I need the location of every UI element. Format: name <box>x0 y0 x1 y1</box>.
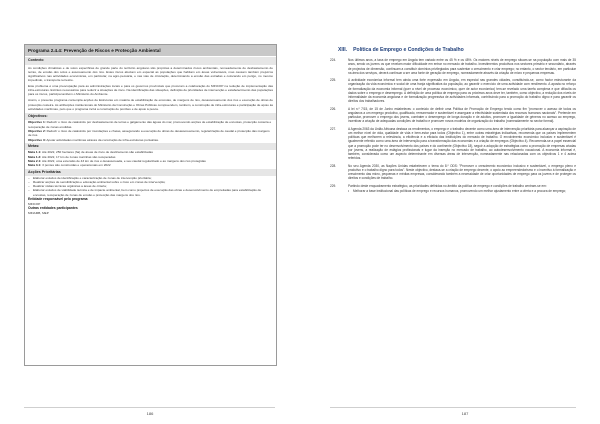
goal-label: Meta 2.1: <box>28 158 42 163</box>
section-title <box>338 47 464 53</box>
paragraph <box>330 107 576 124</box>
bullet-item: • Melhorar a base institucional das políticas de emprego e recursos humanos, promovendo um melhor ajustamento entre a oferta e a procura de emprego; <box>348 189 576 193</box>
paragraph-number: 229. <box>330 183 337 188</box>
page-number: 187 <box>461 411 469 416</box>
objectives-heading: Objectivos: <box>25 113 276 121</box>
section-title-text: Política de Emprego e Condições de Trabalho <box>353 47 464 53</box>
goal-label: Meta 3.1: <box>28 163 42 168</box>
goal-label: Meta 1.1: <box>28 150 42 155</box>
paragraph <box>330 78 576 104</box>
paragraph-text: A lei n.º 7/15, de 15 de Junho estabeleceu o conteúdo de definir uma Política de Promoção de Emprego tendo como fim "promover o acesso de todos os angolanos a um emprego produtivo, qualificado, remunerador e sustentável e assegurar a efectividade sustentada dos recursos humanos nacionais". Pretende em particular, promover o emprego dos jovens, combater o desemprego de longa duração e de adultos, promover a igualdade de géneros no acesso ao emprego, incentivar a criação de adequadas condições de trabalho e promover novos modelos de organização do trabalho (nomeadamente no sector formal). <box>348 106 576 124</box>
goal-text: Até 2022, uma extensão de 43 km de rios é desassoreada, e seu caudal regularizado e as margens dos rios protegidas <box>41 158 206 163</box>
page-number: 186 <box>146 411 154 416</box>
objective-text: Apoiar actividades marítimas através da construção de infra-estruturas portuárias. <box>46 137 159 142</box>
section-number: XIII. <box>338 47 348 53</box>
paragraph-text: Partindo deste enquadramento estratégico, as prioridades definidas no âmbito da política de emprego e condições de trabalho centram-se em: <box>348 183 547 188</box>
participants-value: MINAMB, MEP <box>28 210 49 215</box>
participants-heading: Outras entidades participantes <box>28 206 78 211</box>
objective-label: Objectivo 1: <box>28 120 46 125</box>
footer-divider <box>24 407 275 408</box>
objective-item <box>25 138 276 142</box>
goal-text: 3 pontes são construídas e operacionais em 2022 <box>42 163 111 168</box>
objective-item <box>25 129 276 138</box>
action-item: – Realizar acções de sensibilização e educação ambiental sobre o risco em zonas de intervenção; <box>25 180 276 184</box>
paragraph-number: 227. <box>330 126 337 131</box>
actions-heading: Acções Prioritárias <box>25 169 276 177</box>
program-box <box>24 44 277 366</box>
paragraph-text: A Agenda 2063 da União Africana destaca os rendimentos, o emprego e o trabalho decente como uma área de intervenção prioritária para alcançar a aspiração de um melhor nível de vida, qualidade de vida e bem-estar para todos (Objectivo 1), entre outras estratégias indicativas, recomenda que os países implementem políticas que melhorem a relevância, a eficiência e a eficácia das instituições do mercado de trabalho. O envolvimento económico inclusivo e sustentável é igualmente referido como uma área de intervenção para a transformação das economias e a criação de empregos (Objectivo 4). Recomenda-se a papel essencial que a promoção pode ter no desenvolvimento dos países e do continente (Objectivo 18), seguir a adopção de estratégias como a promoção de empresas criadas por jovens, a realização de estágios profissionais e lugar da inserção no mercado de trabalho, ao autodesenvolvimento vocacional. A economia informal é, também, considerada como um aspecto determinante em diversas áreas de intervenção, nomeadamente nas relacionadas com os objectivos 1 e 4 acima referidos. <box>348 126 576 161</box>
paragraph-text: No seu Agenda 2030, as Nações Unidas estabelecem o tema do 8.º ODS: "Promover o crescimento económico inclusivo e sustentável, o emprego pleno e produtivo e o trabalho digno para todos". Neste objectivo, destaca-se a criação de emprego decente, o apoio ao empreendedorismo e o incentivo à formalização e crescimento das micro, pequenas e médias empresas, considerando também a necessidade de criar oportunidades de emprego para os jovens e de proteger os direitos e condições de trabalho. <box>348 163 576 181</box>
paragraph <box>330 58 576 75</box>
paragraph <box>330 164 576 181</box>
paragraph-text: Nos últimos anos, a taxa de emprego em Angola tem variado entre os 45 % e os 48%. Os maiores níveis de emprego situam-se na população com mais de 35 anos, sendo os jovens os que revelam maior dificuldade em entrar no mercado de trabalho. Investimentos produtivos nos sectores primário e secundário, através de projectos de dimensão, continuam a constituir domínios privilegiados para sustentar o crescimento e criar emprego; no entanto, o sector terciário, em particular na área dos serviços, deverá continuar a ser uma fonte de geração de emprego, nomeadamente através da criação de micro e pequenas empresas. <box>348 58 576 75</box>
goal-text: Até 2022, 17 km de zonas marinhas são recuperadas <box>41 154 116 159</box>
paragraph-number: 225. <box>330 78 337 82</box>
objective-text: Reduzir o risco de catástrofe por desbastamento de terras e galgamento das águas do mar, promovendo acções de estabilização de encostas, protecção costeira e recuperação de zonas erodidas. <box>28 120 272 129</box>
paragraph <box>330 184 576 194</box>
context-paragraph-3: Assim, o presente programa contempla acções de Estruturas em matéria de estabilização de encostas, de margens de rios, desassoreamento dos rios e execução de obras de protecção costeira. As atribuições institucionais do Ministério da Construção e Obras Públicas compreendem, também, a construção de infra-estruturas e participação de apoio às actividades marítimas, pelo que o programa inclui a construção de pontões e de apoio à pesca. <box>28 98 273 111</box>
objective-text: Reduzir o risco de catástrofe por inundações e cheias, assegurando a execução de obras de desassoreamento, regularização de caudal e protecção das margens de rios. <box>28 128 270 138</box>
footer-divider <box>330 407 576 408</box>
context-paragraph-2: Este problema é uma preocupação para as administrações locais e para os governos provinciais que procuram a colaboração do MINCOP na redução de implementação das infra-estruturas. Extintos necessários para reduzir a situações de risco. Na identificação das situações, definição de prioridades de intervenção e estabelecimento das populações para os riscos, participa também o Ministério do Ambiente. <box>28 84 273 97</box>
right-page <box>300 0 600 424</box>
context-heading: Contexto <box>25 57 276 65</box>
paragraph-list <box>330 58 576 196</box>
program-title: Programa 2.4.4: Prevenção de Riscos e Protecção Ambiental <box>25 45 276 56</box>
objective-label: Objectivo 2: <box>28 128 46 133</box>
action-item: – Elaborar estudos de identificação e caracterização de zonas de intervenção prioritária; <box>25 176 276 180</box>
goal-item <box>25 163 276 167</box>
paragraph-number: 228. <box>330 163 337 168</box>
goals-heading: Metas: <box>25 143 276 151</box>
paragraph-number: 224. <box>330 58 337 62</box>
context-paragraph-1: As condições climáticas e de solos específicas de grande parte do território angolano são propícias a determinados riscos ambientais, nomeadamente de desbastamento de terras, de erosão dos solos e assoreamento dos rios. Estes riscos afectam em especial as populações que habitam em áreas vulneráveis, mas causam também prejuízos significativos nas actividades económicas, em particular, na agro-pecuária, e nas vias de circulação, determinando a erosão das estradas e colocando em perigo, no mesmo impedindo, o transporte terrestre. <box>28 65 273 83</box>
goal-label: Meta 1.2: <box>28 154 42 159</box>
objective-item <box>25 120 276 129</box>
action-item: – Elaborar estudos de viabilidade técnica e de impacte ambiental, bem como projectos de execução das obras e desenvolvimento de empreitadas para estabilização de encostas, recuperação de zonas de erosão e protecção das margens dos rios. <box>25 188 276 196</box>
paragraph-number: 226. <box>330 106 337 111</box>
goal-text: Até 2022, 250 hectares (ha) de áreas de risco de deslizamento são estabilizadas <box>41 150 153 155</box>
action-item: – Realizar visitas técnicas orgânicas a áreas de criteria; <box>25 184 276 188</box>
objective-label: Objectivo 3: <box>28 137 46 142</box>
responsible-heading: Entidade responsável pelo programa <box>28 197 88 202</box>
paragraph-text: A actividade económica informal tem ainda uma forte expressão em Angola, em especial nas grandes cidades, constituindo-se, como factor estruturante da organização da vida económica e social de uma franja significativa da população, ao garantir o exercício de uma actividade com rendimento. A aposta no reforço de formalização da economia informal (quer a nível de processo económico, quer de actor económico) tem-se revelado uma tarefa complexa e que dificulta os dados sobre o emprego e desemprego. A definição de uma política de emprego para os próximos anos deve ter, também, como objectivo, a redução dos níveis de informalidade da economia angolana e de formalização progressiva de actividades informais, contribuindo para a promoção do trabalho digno e para garantir os direitos dos trabalhadores. <box>348 78 576 104</box>
paragraph <box>330 127 576 161</box>
responsible-value: MINCOP <box>28 201 41 206</box>
